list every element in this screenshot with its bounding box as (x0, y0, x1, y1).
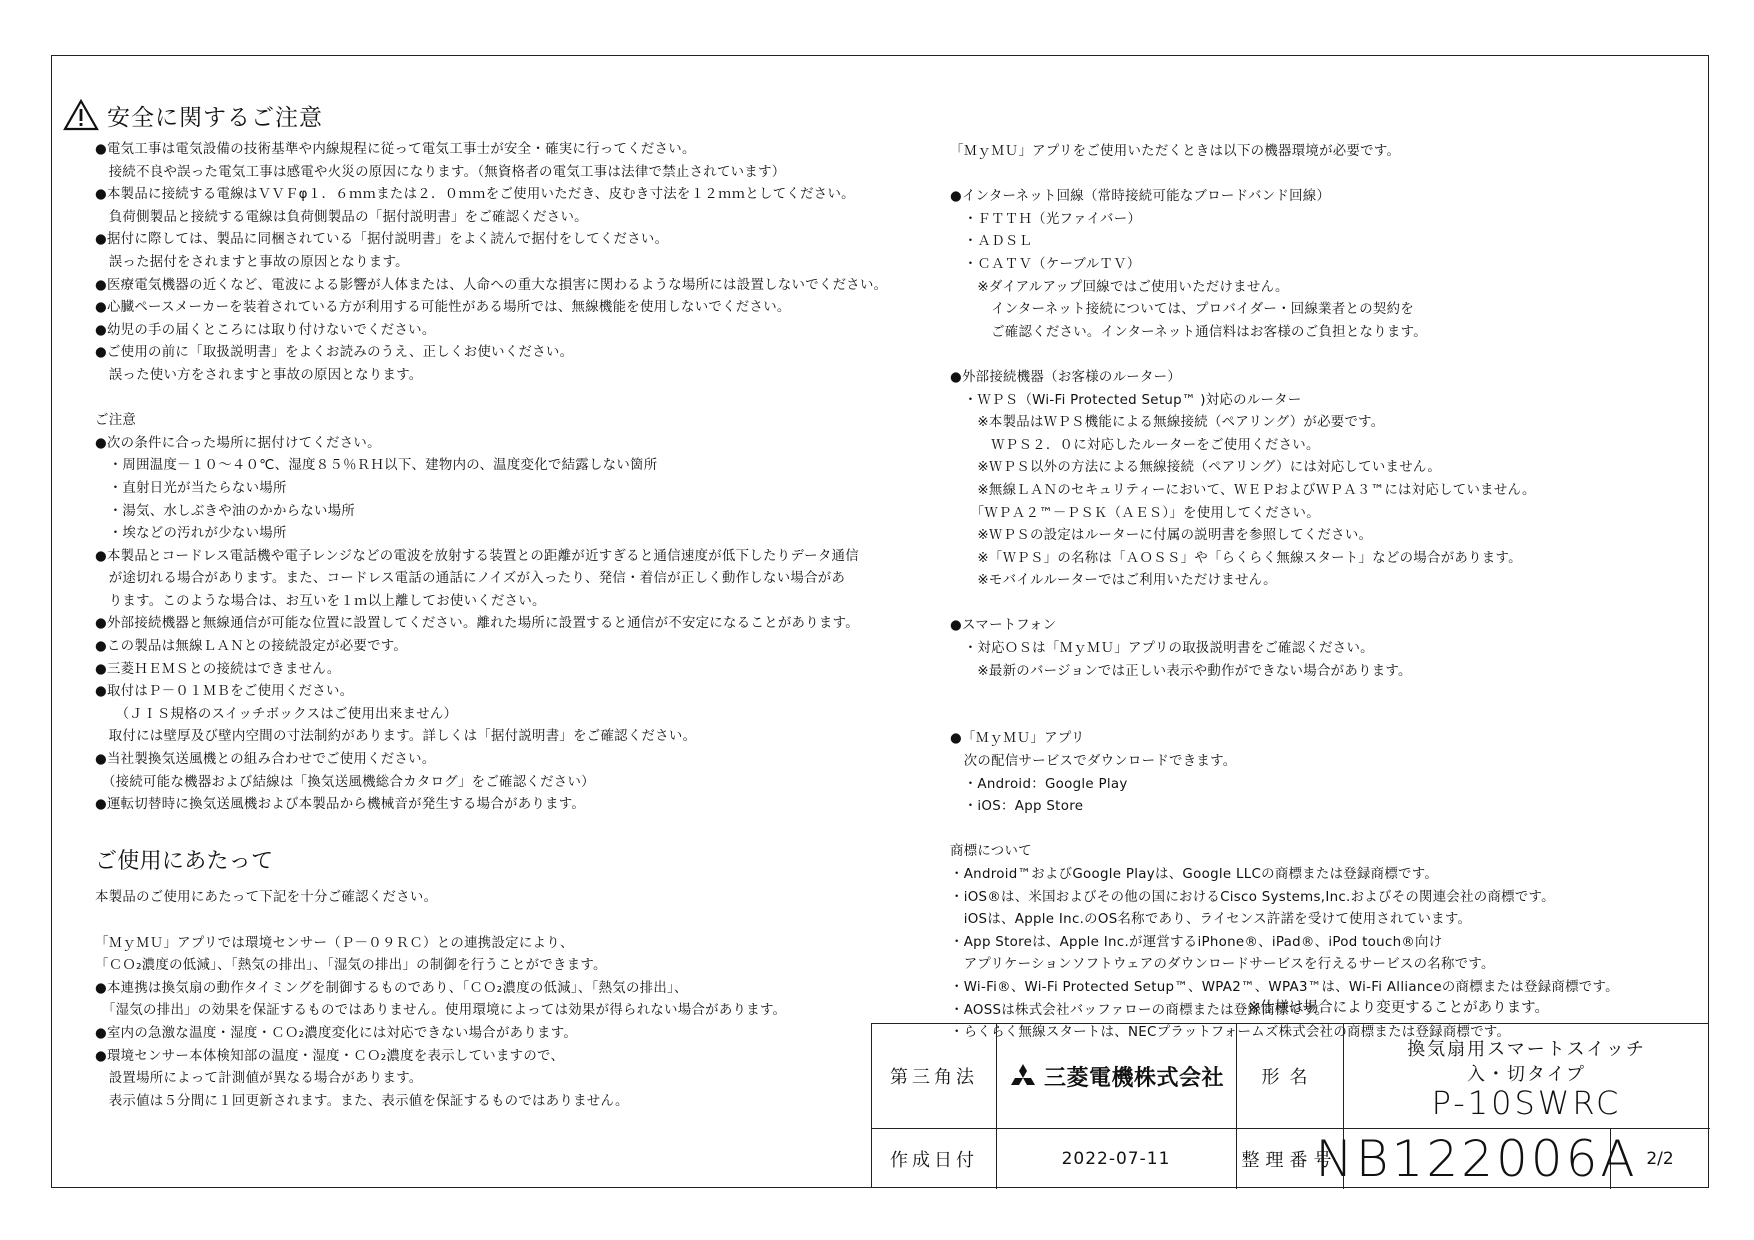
text-line (950, 819, 1700, 842)
date-label: 作成日付 (890, 1149, 978, 1171)
model-label: 形名 (1261, 1067, 1318, 1088)
text-line: （接続可能な機器および結線は「換気送風機総合カタログ」をご確認ください） (95, 774, 595, 790)
text-line: ※無線ＬＡＮのセキュリティーにおいて、ＷＥＰおよびＷＰＡ３™には対応していません。 (950, 482, 1536, 498)
text-line: iOSは、Apple Inc.のOS名称であり、ライセンス許諾を受けて使用されています。 (950, 912, 1472, 928)
page-number: 2/2 (1646, 1148, 1674, 1169)
text-line: 誤った使い方をされますと事故の原因となります。 (95, 367, 423, 383)
projection-label: 第三角法 (890, 1067, 978, 1088)
text-line: ・対応ＯＳは「ＭｙＭＵ」アプリの取扱説明書をご確認ください。 (950, 641, 1374, 657)
text-line: 「ＭｙＭＵ」アプリでは環境センサー（Ｐ－０９ＲＣ）との連携設定により、 (95, 935, 574, 951)
product-type: 入・切タイプ (1466, 1063, 1587, 1085)
text-line (950, 706, 1700, 729)
text-line: ※最新のバージョンでは正しい表示や動作ができない場合があります。 (950, 663, 1412, 679)
text-line: ●スマートフォン (950, 618, 1057, 634)
text-line: ※ＷＰＳ以外の方法による無線接続（ペアリング）には対応していません。 (950, 460, 1442, 476)
right-column (950, 141, 1700, 1045)
text-line: ●本製品とコードレス電話機や電子レンジなどの電波を放射する装置との距離が近すぎると通信速度が低下したりデータ通信 (95, 548, 859, 564)
text-line: ●外部接続機器と無線通信が可能な位置に設置してください。離れた場所に設置すると通信が不安定になることがあります。 (95, 616, 859, 632)
text-line: ・ＦＴＴＨ（光ファイバー） (950, 211, 1142, 227)
text-line: ・ＷＰＳ（Wi-Fi Protected Setup™ )対応のルーター (950, 392, 1302, 408)
text-line: ※本製品はＷＰＳ機能による無線接続（ペアリング）が必要です。 (950, 415, 1385, 431)
text-line: ・AOSSは株式会社バッファローの商標または登録商標です。 (950, 1002, 1329, 1018)
text-line: ※「ＷＰＳ」の名称は「ＡＯＳＳ」や「らくらく無線スタート」などの場合があります。 (950, 550, 1522, 566)
text-line: ●外部接続機器（お客様のルーター） (950, 369, 1182, 385)
text-line: ●室内の急激な温度・湿度・ＣＯ₂濃度変化には対応できない場合があります。 (95, 1025, 578, 1041)
text-line: アプリケーションソフトウェアのダウンロードサービスを行えるサービスの名称です。 (950, 957, 1495, 973)
doc-number-label: 整理番号 (1241, 1149, 1338, 1171)
text-line: ・iOS®は、米国およびその他の国におけるCisco Systems,Inc.およびその関連会社の商標です。 (950, 889, 1555, 905)
text-line: ＷＰＳ２．０に対応したルーターをご使用ください。 (950, 437, 1320, 453)
text-line: ●医療電気機器の近くなど、電波による影響が人体または、人命への重大な損害に関わるような場所には設置しないでください。 (95, 277, 888, 293)
text-line: ・Android™およびGoogle Playは、Google LLCの商標または登録商標です。 (950, 867, 1439, 882)
text-line: ●電気工事は電気設備の技術基準や内線規程に従って電気工事士が安全・確実に行ってください。 (95, 142, 696, 157)
text-line: ●据付に際しては、製品に同梱されている「据付説明書」をよく読んで据付をしてください。 (95, 232, 669, 248)
text-line: 誤った据付をされますと事故の原因となります。 (95, 254, 409, 270)
text-line: ●環境センサー本体検知部の温度・湿度・ＣＯ₂濃度を表示していますので、 (95, 1048, 565, 1064)
text-line: ・周囲温度－１０～４０℃、湿度８５％ＲＨ以下、建物内の、温度変化で結露しない箇所 (95, 458, 658, 474)
text-line: （ＪＩＳ規格のスイッチボックスはご使用出来ません） (95, 706, 458, 722)
text-line: ・ＡＤＳＬ (950, 234, 1033, 250)
text-line: 接続不良や誤った電気工事は感電や火災の原因になります。（無資格者の電気工事は法律で禁止されています） (95, 164, 786, 180)
text-line (95, 910, 945, 933)
text-line: ご確認ください。インターネット通信料はお客様のご負担となります。 (950, 324, 1427, 340)
text-line: ●運転切替時に換気送風機および本製品から機械音が発生する場合があります。 (95, 797, 586, 813)
text-line: 「ＣＯ₂濃度の低減」、「熱気の排出」、「湿気の排出」の制御を行うことができます。 (95, 958, 607, 974)
text-line: ・Android：Google Play (950, 776, 1128, 792)
text-line: ご注意 (95, 413, 137, 429)
page-title: 安全に関するご注意 (107, 104, 323, 131)
company-logo (1008, 1061, 1224, 1092)
text-line: ・Wi-Fi®、Wi-Fi Protected Setup™、WPA2™、WPA3™は、Wi-Fi Allianceの商標または登録商標です。 (950, 979, 1619, 995)
title-block (871, 1023, 1709, 1188)
text-line: ●次の条件に合った場所に据付けてください。 (95, 435, 381, 451)
product-name-cell (1343, 1024, 1710, 1128)
text-line: ●本製品に接続する電線はＶＶＦφ１．６ｍｍまたは２．０ｍｍをご使用いただき、皮むき寸法を１２ｍｍとしてください。 (95, 187, 855, 203)
mitsubishi-logo-icon (1008, 1063, 1038, 1089)
spec-note: ※仕様は場合により変更することがあります。 (1248, 1000, 1549, 1016)
company-cell (996, 1024, 1236, 1128)
text-line (950, 683, 1700, 706)
text-line: 表示値は５分間に１回更新されます。また、表示値を保証するものではありません。 (95, 1093, 629, 1109)
text-line (95, 388, 945, 411)
text-line: 本製品のご使用にあたって下記を十分ご確認ください。 (95, 890, 438, 906)
spacer (95, 817, 945, 840)
text-line: ※ＷＰＳの設定はルーターに付属の説明書を参照してください。 (950, 528, 1373, 544)
text-line: 商標について (950, 844, 1032, 860)
text-line: ・直射日光が当たらない場所 (95, 480, 287, 496)
text-line: ・iOS：App Store (950, 799, 1084, 815)
text-line: 「湿気の排出」の効果を保証するものではありません。使用環境によっては効果が得られない場合があります。 (95, 1003, 787, 1019)
text-line: 取付には壁厚及び壁内空間の寸法制約があります。詳しくは「据付説明書」をご確認ください。 (95, 729, 697, 745)
company-name: 三菱電機株式会社 (1043, 1065, 1224, 1091)
text-line: ●インターネット回線（常時接続可能なブロードバンド回線） (950, 189, 1331, 205)
safety-title (63, 97, 323, 133)
text-line: ●ご使用の前に「取扱説明書」をよくお読みのうえ、正しくお使いください。 (95, 345, 574, 361)
text-line: 「ＭｙＭＵ」アプリをご使用いただくときは以下の機器環境が必要です。 (950, 144, 1401, 159)
text-line: ●この製品は無線ＬＡＮとの接続設定が必要です。 (95, 639, 408, 655)
text-line: 「ＷＰＡ２™－ＰＳＫ（ＡＥＳ）」を使用してください。 (950, 505, 1320, 521)
warning-icon (63, 99, 99, 131)
text-line: 設置場所によって計測値が異なる場合があります。 (95, 1071, 423, 1087)
left-column (95, 139, 945, 1113)
text-line: ●取付はＰ－０１ＭＢをご使用ください。 (95, 684, 354, 700)
text-line: ります。このような場合は、お互いを１ｍ以上離してお使いください。 (95, 593, 546, 609)
text-line: ●三菱ＨＥＭＳとの接続はできません。 (95, 661, 341, 677)
text-line: インターネット接続については、プロバイダー・回線業者との契約を (950, 302, 1415, 318)
creation-date: 2022-07-11 (1061, 1148, 1171, 1169)
text-line: ●本連携は換気扇の動作タイミングを制御するものであり、「ＣＯ₂濃度の低減」、「熱気の排出」、 (95, 980, 688, 996)
text-line: 次の配信サービスでダウンロードできます。 (950, 754, 1237, 770)
text-line (950, 593, 1700, 616)
text-line: が途切れる場合があります。また、コードレス電話の通話にノイズが入ったり、発信・着信が正しく動作しない場合があ (95, 571, 846, 587)
text-line: ・らくらく無線スタートは、NECプラットフォームズ株式会社の商標または登録商標です。 (950, 1025, 1511, 1041)
text-line: ・埃などの汚れが少ない場所 (95, 526, 287, 542)
text-line: ・湯気、水しぶきや油のかからない場所 (95, 503, 356, 519)
text-line: ・App Storeは、Apple Inc.が運営するiPhone®、iPad®、iPod touch®向け (950, 934, 1443, 950)
text-line: ※ダイアルアップ回線ではご使用いただけません。 (950, 279, 1289, 295)
text-line: ●心臓ペースメーカーを装着されている方が利用する可能性がある場所では、無線機能を使用しないでください。 (95, 300, 791, 316)
section-heading: ご使用にあたって (95, 849, 274, 875)
text-line: ・ＣＡＴＶ（ケーブルＴＶ） (950, 256, 1141, 272)
text-line (950, 164, 1700, 187)
text-line (950, 344, 1700, 367)
model-number: P-10SWRC (1431, 1083, 1622, 1122)
text-line: 負荷側製品と接続する電線は負荷側製品の「据付説明書」をご確認ください。 (95, 209, 588, 225)
text-line: ●幼児の手の届くところには取り付けないでください。 (95, 322, 436, 338)
text-line: ●「ＭｙＭＵ」アプリ (950, 731, 1085, 747)
doc-number: NB122006A (1315, 1129, 1638, 1188)
product-name: 換気扇用スマートスイッチ (1407, 1038, 1646, 1060)
text-line: ●当社製換気送風機との組み合わせでご使用ください。 (95, 752, 436, 768)
text-line: ※モバイルルーターではご利用いただけません。 (950, 573, 1277, 589)
